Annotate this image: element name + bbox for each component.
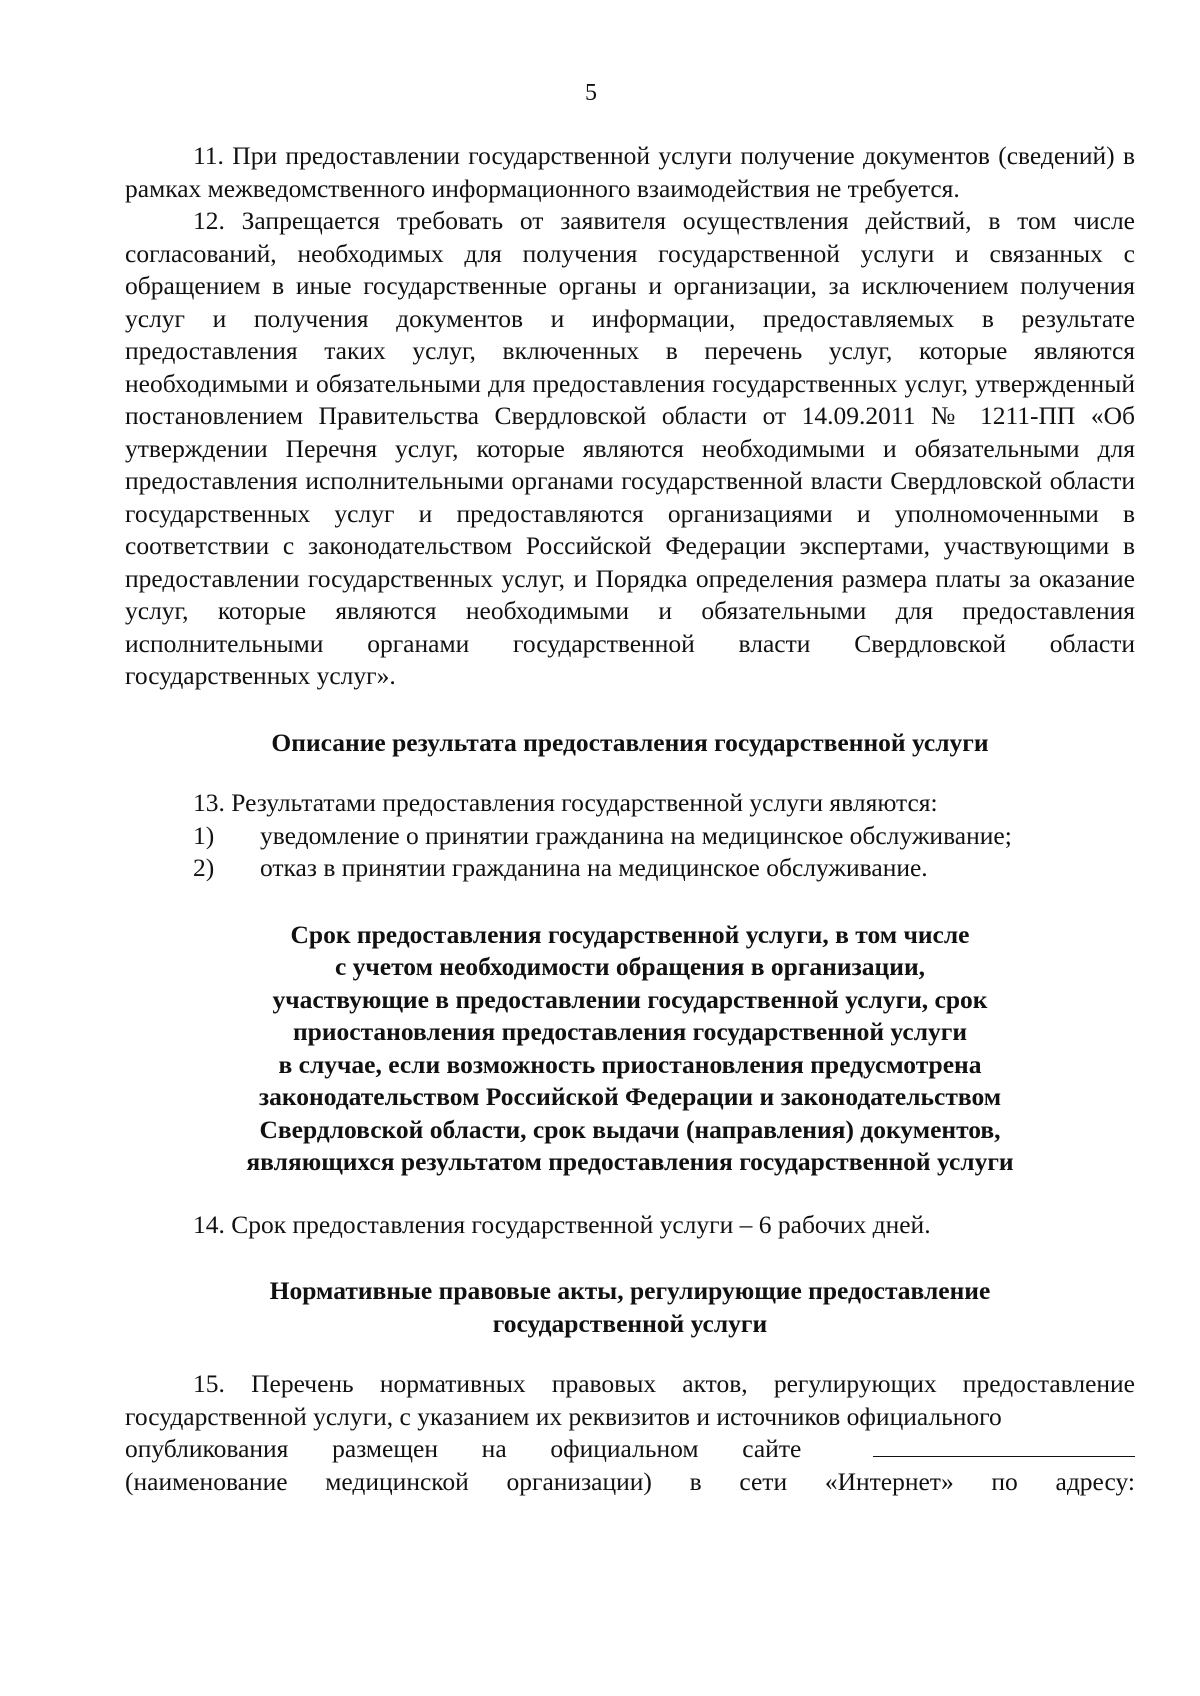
list-item: [125, 820, 1135, 853]
paragraph-13-intro: 13. Результатами предоставления государственной услуги являются:: [193, 788, 938, 817]
heading-line: Срок предоставления государственной услуги, в том числе: [290, 919, 970, 949]
list-item-number: 1): [193, 820, 215, 850]
word: сайте: [742, 1434, 802, 1463]
word: опубликования: [125, 1434, 289, 1463]
document-body: [125, 140, 1135, 1498]
paragraph-11: 11. При предоставлении государственной услуги получение документов (сведений) в рамках межведомственного информационного взаимодействия не требуется.: [125, 141, 1135, 203]
word: в: [689, 1466, 702, 1496]
blank-fill-line: [873, 1434, 1135, 1457]
list-item-text: отказ в принятии гражданина на медицинское обслуживание.: [260, 853, 928, 882]
list-item: [125, 852, 1135, 885]
heading-line: участвующие в предоставлении государственной услуги, срок: [272, 984, 988, 1014]
paragraph-14: 14. Срок предоставления государственной услуги – 6 рабочих дней.: [193, 1209, 931, 1239]
heading-line: являющихся результатом предоставления государственной услуги: [246, 1147, 1014, 1176]
word: организации): [506, 1466, 652, 1496]
heading-line: приостановления предоставления государственной услуги: [292, 1017, 968, 1046]
page-number: 5: [585, 80, 597, 106]
word: адресу:: [1055, 1466, 1135, 1496]
paragraph-15-line: [125, 1433, 1135, 1466]
section-heading-result: [125, 727, 1135, 760]
word: «Интернет»: [824, 1466, 954, 1496]
paragraph-15: 15. Перечень нормативных правовых актов, регулирующих предоставление государственной услуги, с указанием их реквизитов и источников официального: [125, 1369, 1135, 1431]
heading-line: Нормативные правовые акты, регулирующие предоставление: [269, 1276, 991, 1305]
section-heading-term: [125, 919, 1135, 1179]
heading-line: в случае, если возможность приостановления предусмотрена: [278, 1049, 982, 1079]
heading-line: Свердловской области, срок выдачи (направления) документов,: [259, 1114, 1001, 1144]
heading-line: государственной услуги: [492, 1308, 768, 1338]
word: по: [991, 1466, 1018, 1496]
word: размещен: [332, 1434, 438, 1463]
paragraph-15-line: [125, 1466, 1135, 1499]
heading-line: с учетом необходимости обращения в организации,: [334, 952, 926, 981]
word: сети: [739, 1466, 788, 1496]
heading-line: законодательством Российской Федерации и законодательством: [258, 1082, 1002, 1111]
word: на: [481, 1434, 507, 1463]
word: официальном: [550, 1434, 699, 1463]
word: (наименование: [125, 1466, 288, 1496]
paragraph-12: 12. Запрещается требовать от заявителя осуществления действий, в том числе согласований, необходимых для получения государственной услуги и связанных с обращением в иные государственные органы и организации, за исключением получения услуг и получения документов и информации, предоставляемых в результате предоставления таких услуг, включенных в перечень услуг, которые являются необходимыми и обязательными для предоставления государственных услуг, утвержденный постановлением Правительства Свердловской области от 14.09.2011 № 1211-ПП «Об утверждении Перечня услуг, которые являются необходимыми и обязательными для предоставления исполнительными органами государственной власти Свердловской области государственных услуг и предоставляются организациями и уполномоченными в соответствии с законодательством Российской Федерации экспертами, участвующими в предоставлении государственных услуг, и Порядка определения размера платы за оказание услуг, которые являются необходимыми и обязательными для предоставления исполнительными органами государственной власти Свердловской области государственных услуг».: [125, 206, 1135, 690]
list-item-text: уведомление о принятии гражданина на медицинское обслуживание;: [260, 820, 1012, 850]
section-heading-legal-acts: [125, 1275, 1135, 1340]
heading-line: Описание результата предоставления государственной услуги: [271, 727, 989, 757]
list-item-number: 2): [193, 853, 215, 882]
word: медицинской: [325, 1466, 469, 1496]
